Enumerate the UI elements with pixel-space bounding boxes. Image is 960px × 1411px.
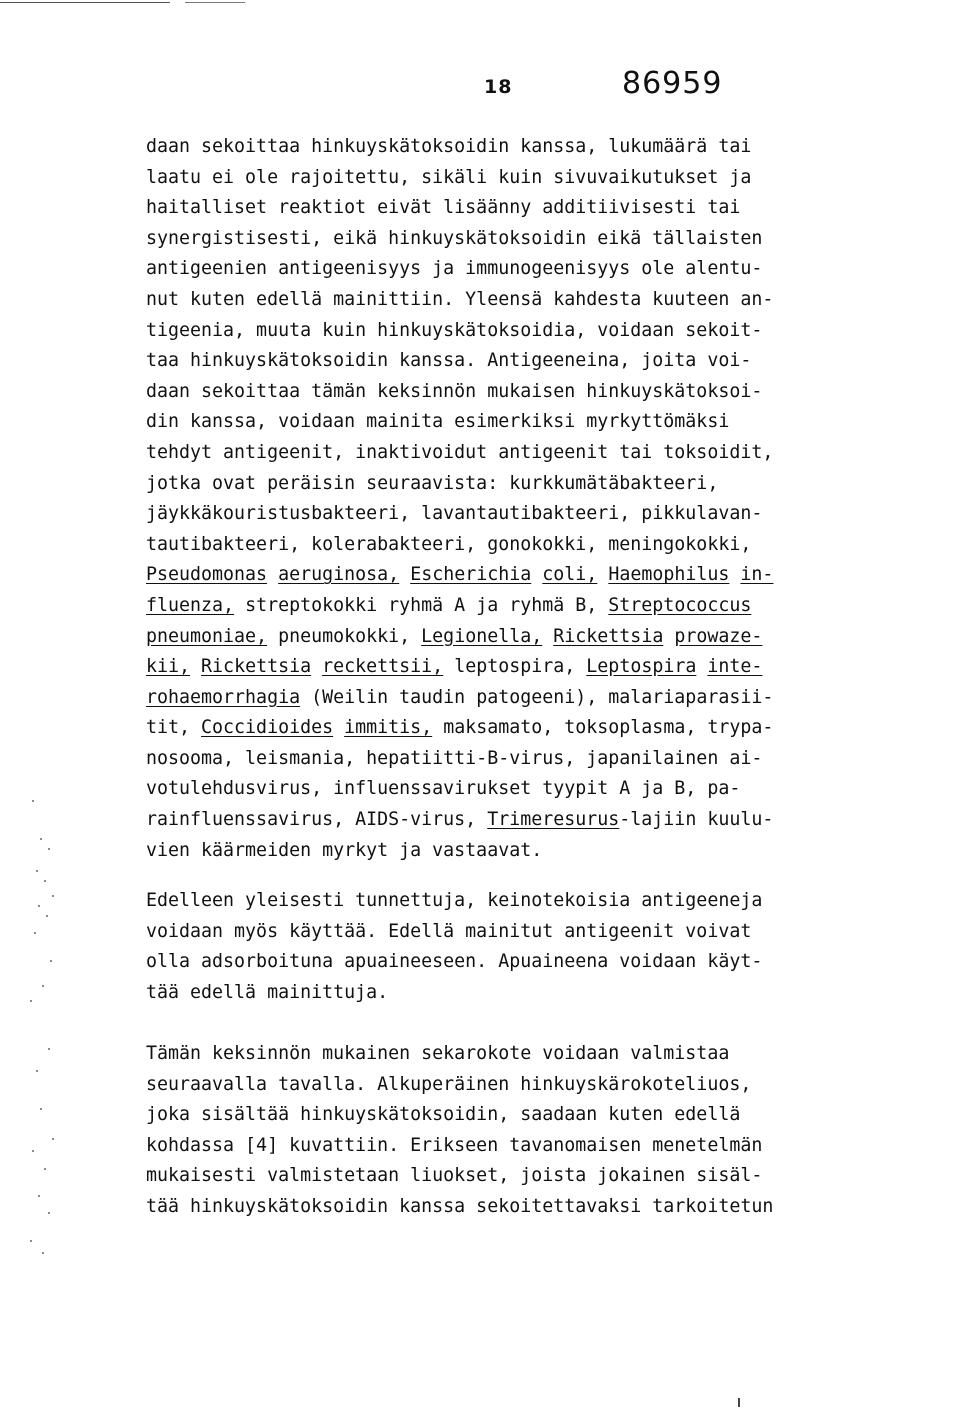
text-line: haitalliset reaktiot eivät lisäänny additiivisesti tai [146,197,741,219]
text-line: nosooma, leismania, hepatiitti-B-virus, japanilainen ai- [146,747,763,769]
paragraph-artificial-antigens [146,886,846,1008]
text-line: tää edellä mainittuja. [146,981,389,1003]
text-line: synergistisesti, eikä hinkuyskätoksoidin eikä tällaisten [146,227,763,249]
text-line: taa hinkuyskätoksoidin kanssa. Antigeeneina, joita voi- [146,350,752,372]
scan-mark [738,1398,740,1407]
paragraph-preparation [146,1039,846,1223]
species-name: aeruginosa, [278,564,400,586]
text-run: -lajiin kuulu- [619,809,774,831]
species-name: Streptococcus [608,594,752,616]
text-run [333,717,344,738]
text-line: kohdassa [4] kuvattiin. Erikseen tavanomaisen menetelmän [146,1134,763,1156]
species-name: coli, [542,564,598,586]
text-line: votulehdusvirus, influenssavirukset tyypit A ja B, pa- [146,778,741,800]
species-name: kii, [146,656,191,678]
text-line: voidaan myös käyttää. Edellä mainitut antigeenit voivat [146,920,752,942]
paragraph-antigen-list [146,132,846,866]
text-run [542,626,553,647]
species-name: pneumoniae, [146,625,268,647]
text-run: leptospira, [443,656,587,678]
text-run: tit, [146,717,202,739]
text-line: nut kuten edellä mainittiin. Yleensä kahdesta kuuteen an- [146,288,774,310]
species-name: Rickettsia [553,625,664,647]
text-line: din kanssa, voidaan mainita esimerkiksi myrkyttömäksi [146,411,730,433]
species-name: Legionella, [421,625,543,647]
text-line: mukaisesti valmistetaan liuokset, joista jokainen sisäl- [146,1165,763,1187]
page-number: 18 [484,76,513,98]
species-name: immitis, [344,717,433,739]
text-line: Edelleen yleisesti tunnettuja, keinotekoisia antigeeneja [146,890,763,911]
text-line [146,626,762,647]
text-line [146,809,773,830]
text-line: tää hinkuyskätoksoidin kanssa sekoitettavaksi tarkoitetun [146,1195,774,1217]
text-line [146,656,762,677]
top-rule-fragment [185,2,245,3]
species-name: Pseudomonas [146,564,268,586]
text-line [146,595,751,616]
text-line: tehdyt antigeenit, inaktivoidut antigeenit tai toksoidit, [146,441,774,463]
text-run [696,656,707,677]
text-run [597,564,608,585]
text-run [531,564,542,585]
text-line [146,717,773,738]
text-run [663,626,674,647]
text-run: streptokokki ryhmä A ja ryhmä B, [234,594,609,616]
text-line: daan sekoittaa hinkuyskätoksoidin kanssa, lukumäärä tai [146,136,752,157]
text-line: jäykkäkouristusbakteeri, lavantautibakteeri, pikkulavan- [146,503,763,525]
text-run: rainfluenssavirus, AIDS-virus, [146,809,488,831]
text-line [146,687,773,708]
species-name: fluenza, [146,594,235,616]
text-run [311,656,322,677]
species-name: inte- [707,656,763,678]
text-line: Tämän keksinnön mukainen sekarokote voidaan valmistaa [146,1043,730,1064]
text-run: pneumokokki, [267,625,422,647]
text-line: joka sisältää hinkuyskätoksoidin, saadaan kuten edellä [146,1104,741,1126]
document-number: 86959 [622,66,723,101]
text-line: olla adsorboituna apuaineeseen. Apuaineena voidaan käyt- [146,951,763,973]
species-name: Haemophilus [608,564,730,586]
top-rule [0,2,170,3]
text-run: maksamato, toksoplasma, trypa- [432,717,774,739]
text-line: daan sekoittaa tämän keksinnön mukaisen hinkuyskätoksoi- [146,380,763,402]
species-name: Leptospira [586,656,697,678]
species-name: reckettsii, [322,656,444,678]
species-name: Trimeresurus [487,809,620,831]
text-line [146,564,773,585]
species-name: Escherichia [410,564,532,586]
text-run [190,656,201,677]
species-name: rohaemorrhagia [146,686,301,708]
species-name: prowaze- [674,625,763,647]
text-run [729,564,740,585]
text-line: laatu ei ole rajoitettu, sikäli kuin sivuvaikutukset ja [146,166,752,188]
species-name: Rickettsia [201,656,312,678]
text-line: tautibakteeri, kolerabakteeri, gonokokki, meningokokki, [146,533,752,555]
text-line: jotka ovat peräisin seuraavista: kurkkumätäbakteeri, [146,472,719,494]
text-line: tigeenia, muuta kuin hinkuyskätoksoidia, voidaan sekoit- [146,319,763,341]
text-run [267,564,278,585]
species-name: in- [740,564,774,586]
text-line: seuraavalla tavalla. Alkuperäinen hinkuyskärokoteliuos, [146,1073,752,1095]
text-run [399,564,410,585]
text-run: (Weilin taudin patogeeni), malariaparasii- [300,686,774,708]
species-name: Coccidioides [201,717,334,739]
text-line: vien käärmeiden myrkyt ja vastaavat. [146,839,543,861]
text-line: antigeenien antigeenisyys ja immunogeenisyys ole alentu- [146,258,763,280]
